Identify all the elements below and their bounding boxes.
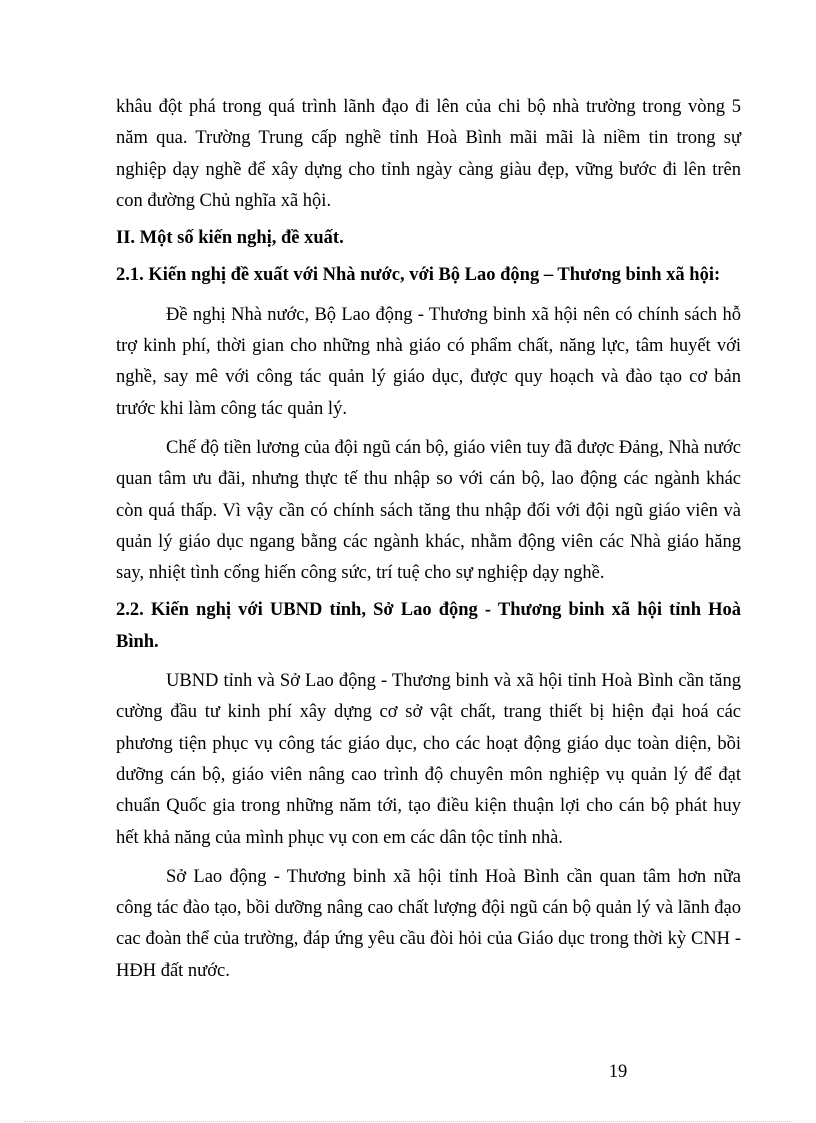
paragraph-support-funding: Đề nghị Nhà nước, Bộ Lao động - Thương binh xã hội nên có chính sách hỗ trợ kinh phí, thời gian cho những nhà giáo có phẩm chất, năng lực, tâm huyết với nghề, say mê với công tác quản lý giáo dục, được quy hoạch và đào tạo cơ bản trước khi làm công tác quản lý. xyxy=(116,304,741,419)
section-heading-recommendations: II. Một số kiến nghị, đề xuất. xyxy=(116,228,344,249)
paragraph-salary-policy: Chế độ tiền lương của đội ngũ cán bộ, giáo viên tuy đã được Đảng, Nhà nước quan tâm ưu đãi, nhưng thực tế thu nhập so với cán bộ, lao động các ngành khác còn quá thấp. Vì vậy cần có chính sách tăng thu nhập đối với đội ngũ giáo viên và quản lý giáo dục ngang bằng các ngành khác, nhằm động viên các Nhà giáo hăng say, nhiệt tình cống hiến công sức, trí tuệ cho sự nghiệp dạy nghề. xyxy=(116,437,741,584)
page-number: 19 xyxy=(608,1062,628,1082)
subsection-heading-2-1: 2.1. Kiến nghị đề xuất với Nhà nước, với Bộ Lao động – Thương binh xã hội: xyxy=(116,265,721,286)
page-bottom-divider xyxy=(24,1121,792,1122)
page-content xyxy=(116,92,741,987)
paragraph-continuation: khâu đột phá trong quá trình lãnh đạo đi lên của chi bộ nhà trường trong vòng 5 năm qua. Trường Trung cấp nghề tỉnh Hoà Bình mãi mãi là niềm tin trong sự nghiệp dạy nghề để xây dựng cho tỉnh ngày càng giàu đẹp, vững bước đi lên trên con đường Chủ nghĩa xã hội. xyxy=(116,97,741,211)
subsection-heading-2-2: 2.2. Kiến nghị với UBND tỉnh, Sở Lao động - Thương binh xã hội tỉnh Hoà Bình. xyxy=(116,600,741,652)
paragraph-provincial-investment: UBND tỉnh và Sở Lao động - Thương binh và xã hội tỉnh Hoà Bình cần tăng cường đầu tư kinh phí xây dựng cơ sở vật chất, trang thiết bị hiện đại hoá các phương tiện phục vụ công tác giáo dục, cho các hoạt động giáo dục toàn diện, bồi dưỡng cán bộ, giáo viên nâng cao trình độ chuyên môn nghiệp vụ quản lý để đạt chuẩn Quốc gia trong những năm tới, tạo điều kiện thuận lợi cho cán bộ phát huy hết khả năng của mình phục vụ con em các dân tộc tỉnh nhà. xyxy=(116,671,741,848)
paragraph-training-quality: Sở Lao động - Thương binh xã hội tỉnh Hoà Bình cần quan tâm hơn nữa công tác đào tạo, bồi dưỡng nâng cao chất lượng đội ngũ cán bộ quản lý và lãnh đạo cac đoàn thể của trường, đáp ứng yêu cầu đòi hỏi của Giáo dục trong thời kỳ CNH - HĐH đất nước. xyxy=(116,866,741,981)
